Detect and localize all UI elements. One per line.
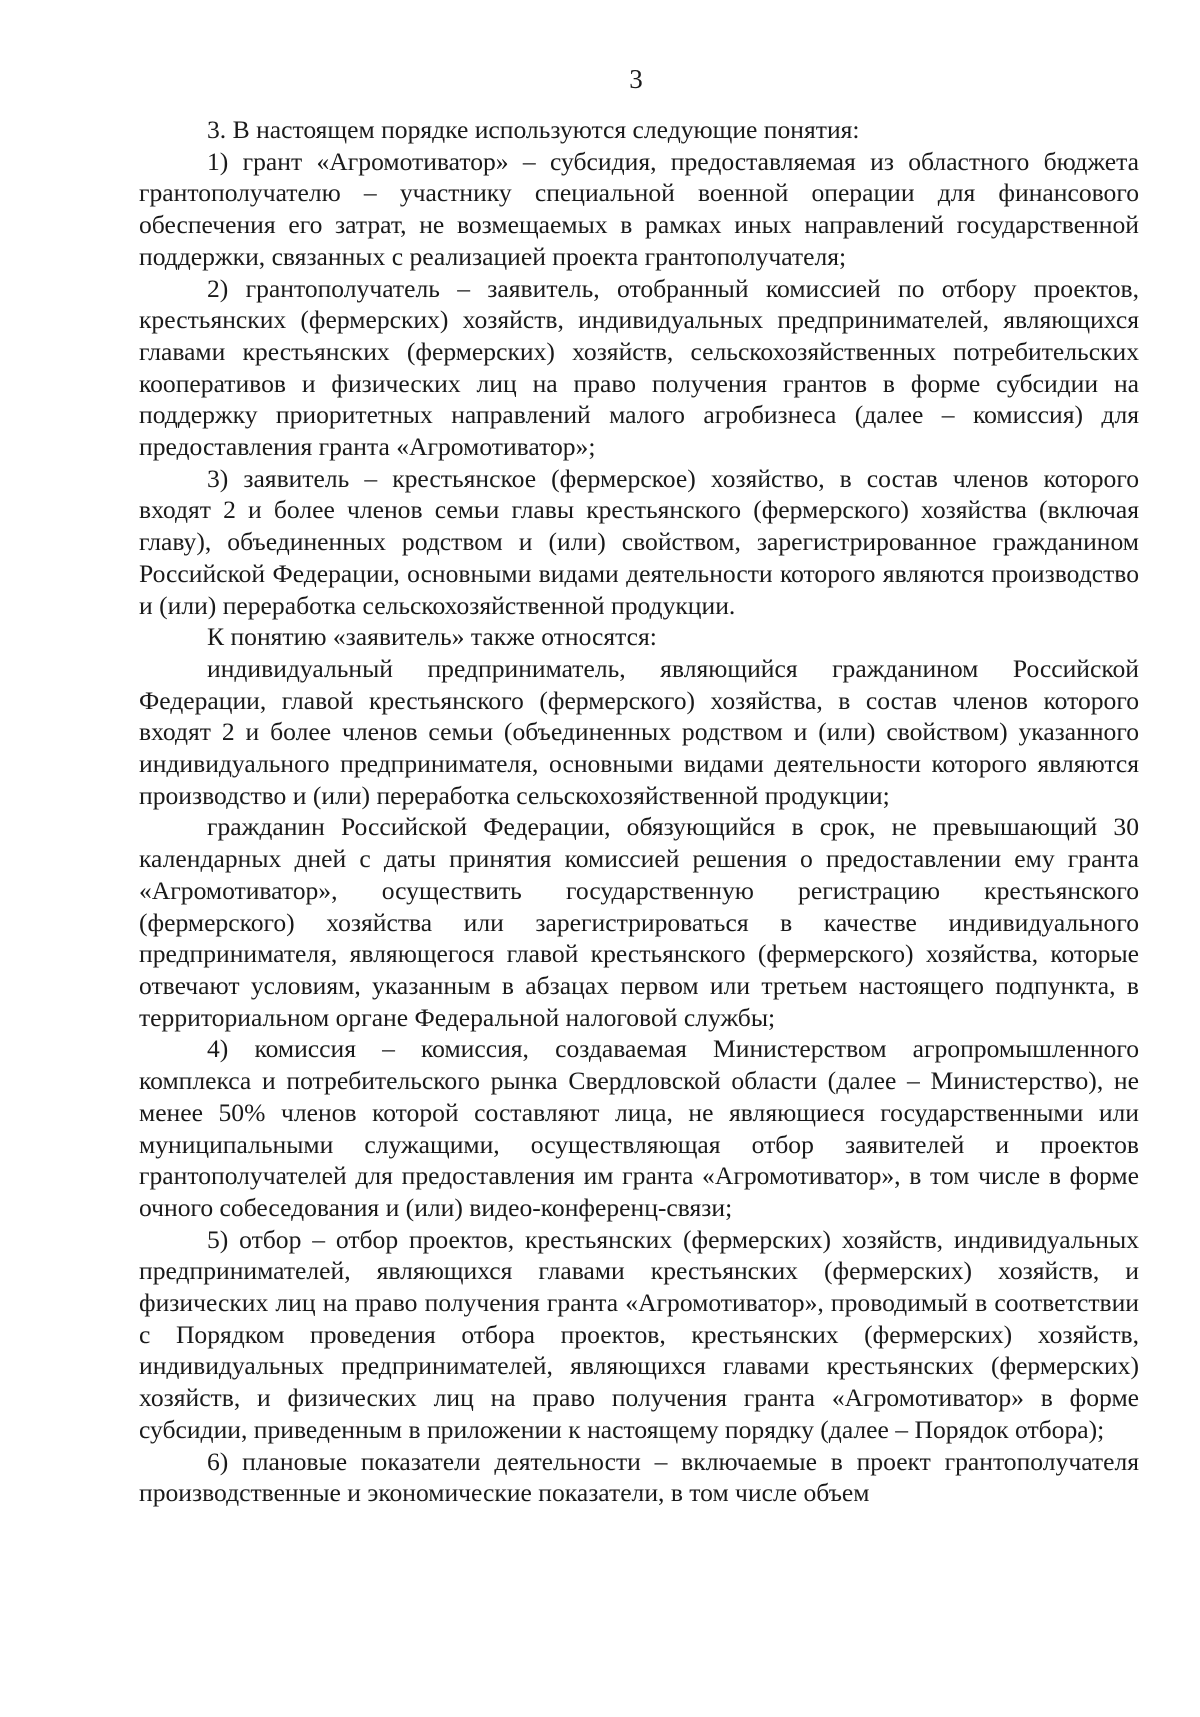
paragraph-definition-commission: 4) комиссия – комиссия, создаваемая Министерством агропромышленного комплекса и потребительского рынка Свердловской области (далее – Министерство), не менее 50% членов которой составляют лица, не являющиеся государственными или муниципальными служащими, осуществляющая отбор заявителей и проектов грантополучателей для предоставления им гранта «Агромотиватор», в том числе в форме очного собеседования и (или) видео-конференц-связи; xyxy=(139,1034,1139,1222)
page-number: 3 xyxy=(629,64,643,94)
paragraph-definition-selection: 5) отбор – отбор проектов, крестьянских (фермерских) хозяйств, индивидуальных предпринимателей, являющихся главами крестьянских (фермерских) хозяйств, и физических лиц на право получения гранта «Агромотиватор», проводимый в соответствии с Порядком проведения отбора проектов, крестьянских (фермерских) хозяйств, индивидуальных предпринимателей, являющихся главами крестьянских (фермерских) хозяйств, и физических лиц на право получения гранта «Агромотиватор» в форме субсидии, приведенным в приложении к настоящему порядку (далее – Порядок отбора); xyxy=(139,1224,1139,1444)
document-body xyxy=(139,114,1139,1509)
paragraph-definition-grant: 1) грант «Агромотиватор» – субсидия, предоставляемая из областного бюджета грантополучателю – участнику специальной военной операции для финансового обеспечения его затрат, не возмещаемых в рамках иных направлений государственной поддержки, связанных с реализацией проекта грантополучателя; xyxy=(139,146,1139,271)
paragraph-definition-applicant: 3) заявитель – крестьянское (фермерское) хозяйство, в состав членов которого входят 2 и более членов семьи главы крестьянского (фермерского) хозяйства (включая главу), объединенных родством и (или) свойством, зарегистрированное гражданином Российской Федерации, основными видами деятельности которого являются производство и (или) переработка сельскохозяйственной продукции. xyxy=(139,463,1139,620)
paragraph-individual-entrepreneur: индивидуальный предприниматель, являющийся гражданином Российской Федерации, главой крестьянского (фермерского) хозяйства, в состав членов которого входят 2 и более членов семьи (объединенных родством и (или) свойством) указанного индивидуального предпринимателя, основными видами деятельности которого являются производство и (или) переработка сельскохозяйственной продукции; xyxy=(139,653,1139,810)
paragraph-definition-grantee: 2) грантополучатель – заявитель, отобранный комиссией по отбору проектов, крестьянских (фермерских) хозяйств, индивидуальных предпринимателей, являющихся главами крестьянских (фермерских) хозяйств, сельскохозяйственных потребительских кооперативов и физических лиц на право получения грантов в форме субсидии на поддержку приоритетных направлений малого агробизнеса (далее – комиссия) для предоставления гранта «Агромотиватор»; xyxy=(139,273,1139,462)
paragraph-applicant-also: К понятию «заявитель» также относятся: xyxy=(207,622,657,652)
paragraph-citizen: гражданин Российской Федерации, обязующийся в срок, не превышающий 30 календарных дней с даты принятия комиссией решения о предоставлении ему гранта «Агромотиватор», осуществить государственную регистрацию крестьянского (фермерского) хозяйства или зарегистрироваться в качестве индивидуального предпринимателя, являющегося главой крестьянского (фермерского) хозяйства, которые отвечают условиям, указанным в абзацах первом или третьем настоящего подпункта, в территориальном органе Федеральной налоговой службы; xyxy=(139,812,1139,1032)
paragraph-intro: 3. В настоящем порядке используются следующие понятия: xyxy=(207,115,860,144)
paragraph-definition-planned-indicators: 6) плановые показатели деятельности – включаемые в проект грантополучателя производственные и экономические показатели, в том числе объем xyxy=(139,1446,1139,1508)
